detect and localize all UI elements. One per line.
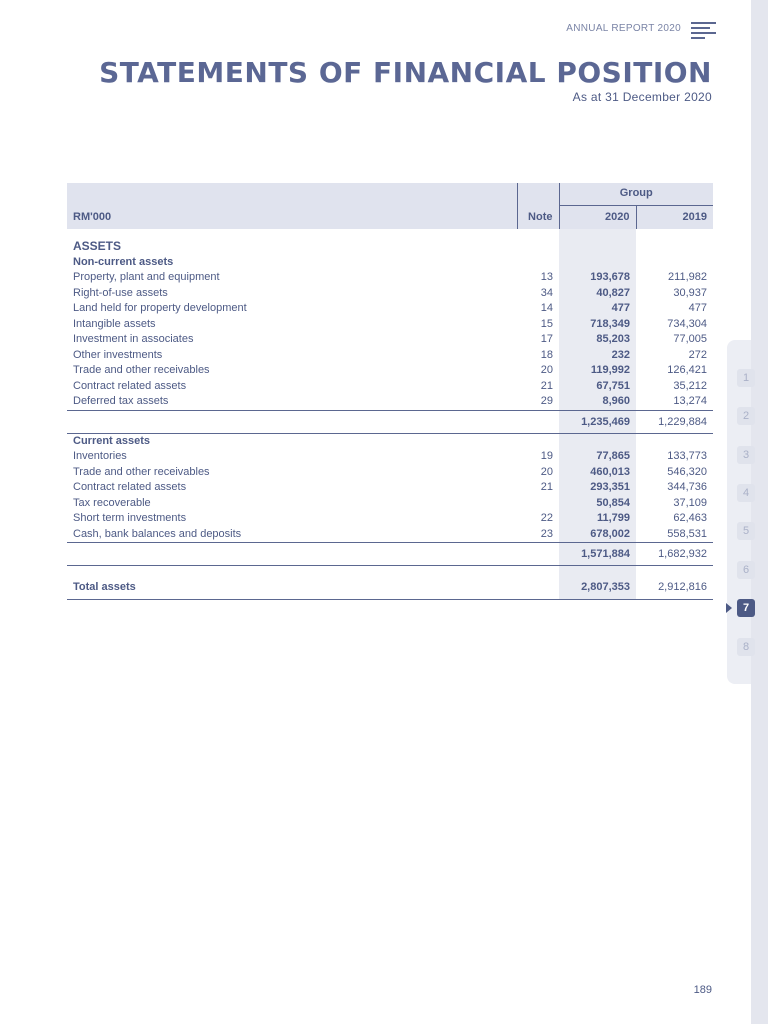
row-value-2019: 272 [688,348,707,361]
row-note: 19 [540,450,553,462]
year-2020-header: 2020 [559,206,636,230]
section-nav-item-5[interactable]: 5 [737,522,755,540]
row-note: 14 [540,302,553,314]
row-value-2019: 477 [688,302,707,314]
row-note: 20 [540,465,553,478]
non-current-row [67,317,713,333]
current-row [67,511,713,527]
row-label: Deferred tax assets [73,395,169,407]
subtotal-2019: 1,229,884 [636,410,713,433]
note-header: Note [517,206,559,230]
right-edge-bar [751,0,768,1024]
section-nav-item-7[interactable]: 7 [737,599,755,617]
financial-position-table-wrapper [67,183,713,600]
row-value-2020: 460,013 [559,465,636,481]
year-2019-header: 2019 [636,206,713,230]
row-label: Contract related assets [73,481,187,493]
subtotal-note [517,543,559,566]
cell [517,433,559,449]
row-label: Land held for property development [73,302,247,314]
row-value-2020: 119,992 [559,363,636,379]
current-row [67,449,713,465]
cell [517,566,559,577]
row-label: Right-of-use assets [73,286,168,299]
cell [636,433,713,449]
section-nav-item-1[interactable]: 1 [737,369,755,387]
section-nav-item-6[interactable]: 6 [737,561,755,579]
non-current-total-row [67,410,713,433]
row-value-2019: 13,274 [673,395,707,407]
row-note: 15 [540,317,553,330]
row-value-2020: 40,827 [559,286,636,302]
spacer-row [67,566,713,577]
row-note: 29 [540,395,553,407]
row-value-2019: 133,773 [667,450,707,462]
row-value-2019: 35,212 [673,379,707,392]
row-label: Cash, bank balances and deposits [73,527,242,540]
page-title: STATEMENTS OF FINANCIAL POSITION [99,56,712,89]
total-assets-row [67,576,713,600]
page-number: 189 [693,984,712,996]
current-row [67,465,713,481]
non-current-row [67,332,713,348]
section-nav-item-3[interactable]: 3 [737,446,755,464]
page-subtitle: As at 31 December 2020 [572,90,712,104]
row-value-2020: 11,799 [559,511,636,527]
row-value-2020: 50,854 [559,496,636,512]
row-note: 34 [540,286,553,299]
section-nav-item-2[interactable]: 2 [737,407,755,425]
row-value-2020: 193,678 [559,270,636,286]
total-assets-2019: 2,912,816 [636,576,713,600]
row-value-2019: 37,109 [673,496,707,509]
section-nav-panel [727,340,751,684]
row-note: 18 [540,348,553,361]
row-value-2019: 211,982 [668,271,707,283]
row-value-2019: 62,463 [673,512,707,524]
subtotal-2020: 1,571,884 [559,543,636,566]
row-note: 21 [540,379,553,392]
table-body [67,229,713,600]
row-value-2020: 718,349 [559,317,636,333]
active-section-arrow-icon [726,603,732,613]
subtotal-note [517,410,559,433]
cell [517,576,559,600]
subtotal-2019: 1,682,932 [636,543,713,566]
cell [636,566,713,577]
header-blank [67,183,517,206]
row-value-2019: 558,531 [667,527,707,540]
row-value-2019: 126,421 [667,364,707,376]
row-note: 21 [540,481,553,493]
row-note [517,496,559,512]
unit-label: RM'000 [67,206,517,230]
row-value-2019: 30,937 [673,286,707,299]
row-label: Tax recoverable [73,496,151,509]
section-nav-item-4[interactable]: 4 [737,484,755,502]
row-note: 22 [540,512,553,524]
row-value-2020: 85,203 [559,332,636,348]
row-label: Inventories [73,450,127,462]
subtotal-2020: 1,235,469 [559,410,636,433]
header-note-spacer [517,183,559,206]
financial-position-table [67,183,713,600]
row-label: Short term investments [73,512,187,524]
row-value-2019: 344,736 [667,481,707,493]
current-total-row [67,543,713,566]
subtotal-label [67,543,517,566]
subtotal-label [67,410,517,433]
group-header: Group [559,183,713,206]
row-value-2020: 477 [559,301,636,317]
assets-heading: ASSETS [73,239,122,253]
cell [67,566,517,577]
non-current-row [67,363,713,379]
non-current-row [67,301,713,317]
row-value-2019: 546,320 [667,465,707,478]
row-label: Trade and other receivables [73,465,210,478]
row-value-2019: 734,304 [667,317,707,330]
current-heading: Current assets [73,434,151,447]
non-current-row [67,379,713,395]
non-current-row [67,348,713,364]
row-note: 23 [540,527,553,540]
current-row [67,527,713,543]
cell [559,433,636,449]
row-value-2020: 678,002 [559,527,636,543]
row-label: Property, plant and equipment [73,271,220,283]
row-label: Intangible assets [73,317,156,330]
row-value-2020: 232 [559,348,636,364]
non-current-heading: Non-current assets [73,255,174,268]
current-row [67,480,713,496]
row-value-2019: 77,005 [673,333,707,345]
row-value-2020: 293,351 [559,480,636,496]
non-current-row [67,270,713,286]
report-label: ANNUAL REPORT 2020 [566,23,681,34]
non-current-row [67,286,713,302]
non-current-heading-row [67,255,713,271]
total-assets-label: Total assets [67,576,517,600]
current-row [67,496,713,512]
cell [559,566,636,577]
section-nav-item-8[interactable]: 8 [737,638,755,656]
row-note: 20 [540,364,553,376]
row-label: Other investments [73,348,163,361]
total-assets-2020: 2,807,353 [559,576,636,600]
row-note: 17 [540,333,553,345]
non-current-row [67,394,713,410]
assets-heading-row [67,239,713,255]
row-label: Contract related assets [73,379,187,392]
row-label: Trade and other receivables [73,364,210,376]
row-value-2020: 8,960 [559,394,636,410]
row-note: 13 [540,271,553,283]
menu-icon[interactable] [691,21,716,39]
row-label: Investment in associates [73,333,194,345]
row-value-2020: 77,865 [559,449,636,465]
current-heading-row [67,433,713,449]
row-value-2020: 67,751 [559,379,636,395]
